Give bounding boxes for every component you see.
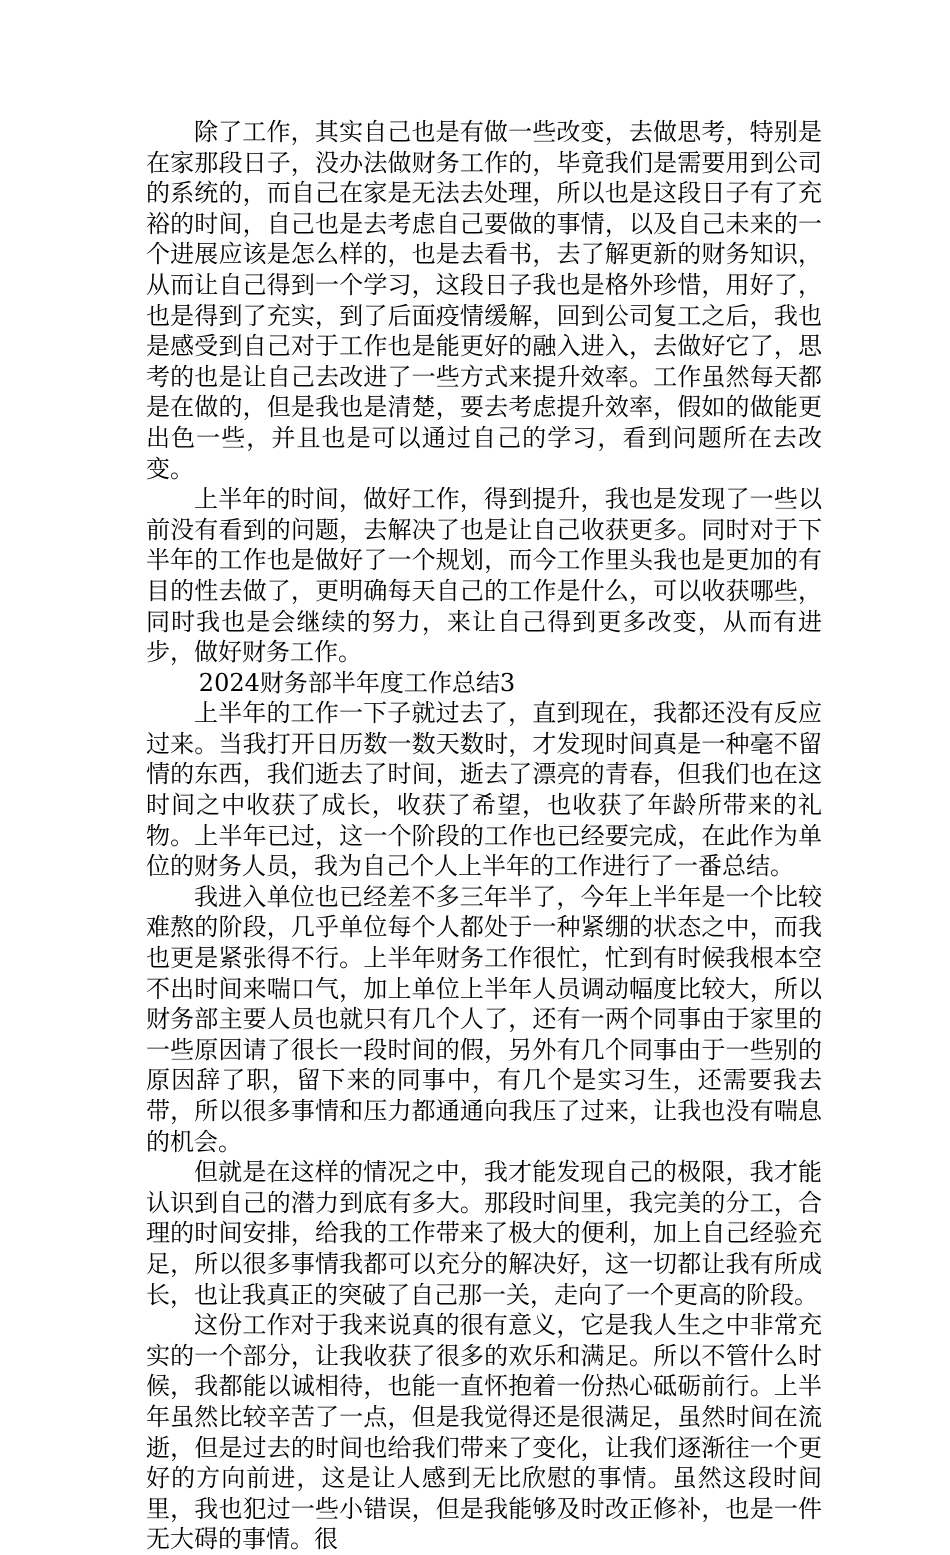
paragraph-1: 除了工作，其实自己也是有做一些改变，去做思考，特别是在家那段日子，没办法做财务工作的，毕竟我们是需要用到公司的系统的，而自己在家是无法去处理，所以也是这段日子有了充裕的时间，自己也是去考虑自己要做的事情，以及自己未来的一个进展应该是怎么样的，也是去看书，去了解更新的财务知识，从而让自己得到一个学习，这段日子我也是格外珍惜，用好了，也是得到了充实，到了后面疫情缓解，回到公司复工之后，我也是感受到自己对于工作也是能更好的融入进入，去做好它了，思考的也是让自己去改进了一些方式来提升效率。工作虽然每天都是在做的，但是我也是清楚，要去考虑提升效率，假如的做能更出色一些，并且也是可以通过自己的学习，看到问题所在去改变。 [146,118,822,483]
paragraph-6: 这份工作对于我来说真的很有意义，它是我人生之中非常充实的一个部分，让我收获了很多的欢乐和满足。所以不管什么时候，我都能以诚相待，也能一直怀抱着一份热心砥砺前行。上半年虽然比较辛苦了一点，但是我觉得还是很满足，虽然时间在流逝，但是过去的时间也给我们带来了变化，让我们逐渐往一个更好的方向前进，这是让人感到无比欣慰的事情。虽然这段时间里，我也犯过一些小错误，但是我能够及时改正修补，也是一件无大碍的事情。很 [146,1311,822,1554]
document-body [146,117,822,1555]
paragraph-5: 但就是在这样的情况之中，我才能发现自己的极限，我才能认识到自己的潜力到底有多大。那段时间里，我完美的分工，合理的时间安排，给我的工作带来了极大的便利，加上自己经验充足，所以很多事情我都可以充分的解决好，这一切都让我有所成长，也让我真正的突破了自己那一关，走向了一个更高的阶段。 [146,1158,822,1309]
paragraph-3: 上半年的工作一下子就过去了，直到现在，我都还没有反应过来。当我打开日历数一数天数时，才发现时间真是一种毫不留情的东西，我们逝去了时间，逝去了漂亮的青春，但我们也在这时间之中收获了成长，收获了希望，也收获了年龄所带来的礼物。上半年已过，这一个阶段的工作也已经要完成，在此作为单位的财务人员，我为自己个人上半年的工作进行了一番总结。 [146,699,822,881]
section-heading: 2024财务部半年度工作总结3 [198,668,516,697]
paragraph-4: 我进入单位也已经差不多三年半了，今年上半年是一个比较难熬的阶段，几乎单位每个人都处于一种紧绷的状态之中，而我也更是紧张得不行。上半年财务工作很忙，忙到有时候我根本空不出时间来喘口气，加上单位上半年人员调动幅度比较大，所以财务部主要人员也就只有几个人了，还有一两个同事由于家里的一些原因请了很长一段时间的假，另外有几个同事由于一些别的原因辞了职，留下来的同事中，有几个是实习生，还需要我去带，所以很多事情和压力都通通向我压了过来，让我也没有喘息的机会。 [146,882,822,1156]
paragraph-2: 上半年的时间，做好工作，得到提升，我也是发现了一些以前没有看到的问题，去解决了也是让自己收获更多。同时对于下半年的工作也是做好了一个规划，而今工作里头我也是更加的有目的性去做了，更明确每天自己的工作是什么，可以收获哪些，同时我也是会继续的努力，来让自己得到更多改变，从而有进步，做好财务工作。 [146,485,822,667]
